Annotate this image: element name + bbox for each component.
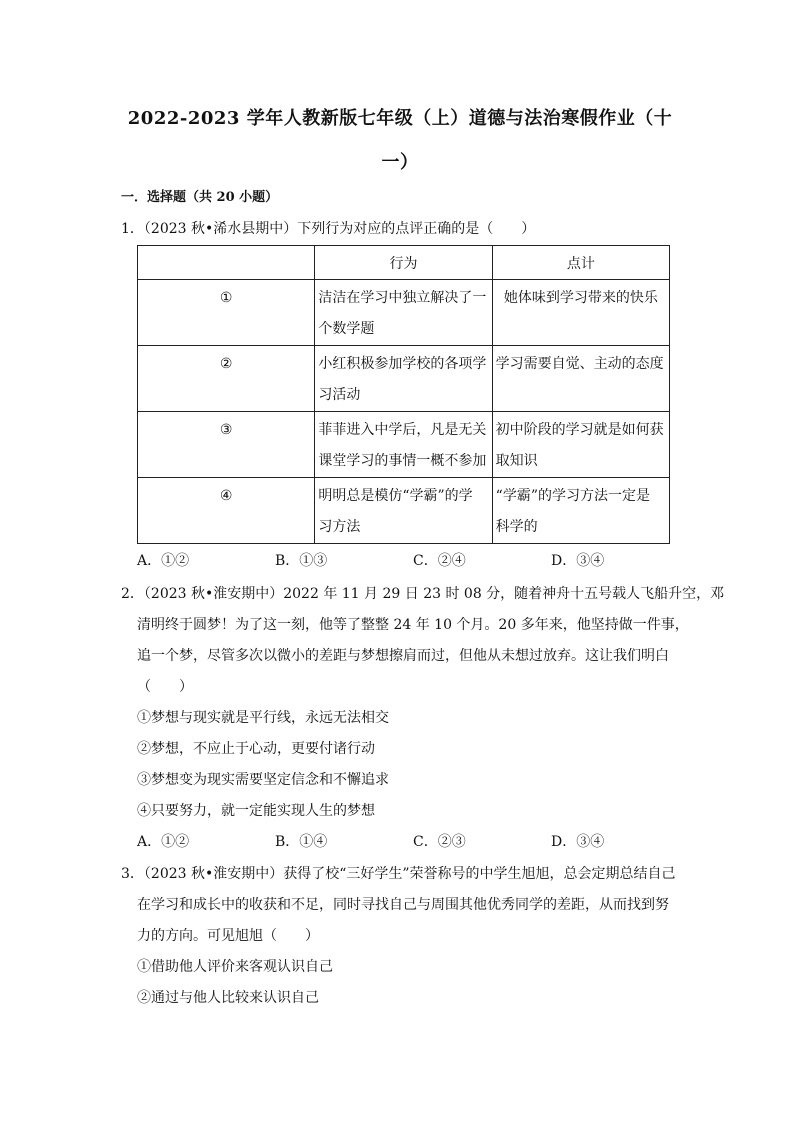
row-comment — [492, 346, 669, 412]
q2-stem-line: （ ） — [137, 679, 193, 695]
row-action — [315, 346, 492, 412]
row-number: ③ — [138, 412, 315, 478]
document-title-line1: 2022-2023 学年人教新版七年级（上）道德与法治寒假作业（十 — [127, 108, 673, 129]
cell-line: 初中阶段的学习就是如何获 — [495, 422, 664, 438]
row-action — [315, 478, 492, 544]
table-header-cell: 行为 — [315, 246, 492, 280]
q2-statement: ②梦想，不应止于心动，更要付诸行动 — [137, 741, 375, 757]
q3-statement: ①借助他人评价来客观认识自己 — [137, 959, 333, 975]
cell-line: 小红积极参加学校的各项学 — [318, 356, 487, 372]
row-number: ④ — [138, 478, 315, 544]
cell-line: 个数学题 — [318, 321, 375, 337]
row-action — [315, 280, 492, 346]
option-d[interactable]: D．③④ — [551, 553, 605, 569]
cell-line: 菲菲进入中学后，凡是无关 — [318, 422, 487, 438]
cell-line: 习方法 — [318, 519, 361, 535]
row-action — [315, 412, 492, 478]
q1-options — [137, 550, 697, 570]
cell-line: 学习需要自觉、主动的态度 — [495, 356, 664, 372]
q2-statement: ③梦想变为现实需要坚定信念和不懈追求 — [137, 772, 389, 788]
table-header-row — [138, 246, 670, 280]
option-a[interactable]: A．①② — [137, 553, 190, 569]
cell-line: 课堂学习的事情一概不参加 — [318, 453, 487, 469]
q2-stem-line: 清明终于圆梦！为了这一刻，他等了整整 24 年 10 个月。20 多年来，他坚持做一件事， — [137, 617, 689, 633]
option-c[interactable]: C．②④ — [413, 553, 466, 569]
cell-line: 明明总是模仿“学霸”的学 — [318, 488, 473, 504]
option-d[interactable]: D．③④ — [551, 834, 605, 850]
q3-stem-line: 力的方向。可见旭旭（ ） — [137, 928, 319, 944]
row-number: ① — [138, 280, 315, 346]
q3-stem-line: 3．（2023 秋•淮安期中）获得了校“三好学生”荣誉称号的中学生旭旭，总会定期总结自己 — [121, 866, 676, 882]
q3-stem-line: 在学习和成长中的收获和不足，同时寻找自己与周围其他优秀同学的差距，从而找到努 — [137, 897, 669, 913]
option-b[interactable]: B．①③ — [275, 553, 328, 569]
table-header-cell — [138, 246, 315, 280]
table-row — [138, 346, 670, 412]
row-number: ② — [138, 346, 315, 412]
cell-line: 她体味到学习带来的快乐 — [503, 290, 658, 306]
table-row — [138, 412, 670, 478]
table-row — [138, 478, 670, 544]
option-a[interactable]: A．①② — [137, 834, 190, 850]
cell-line: 习活动 — [318, 387, 361, 403]
option-c[interactable]: C．②③ — [413, 834, 466, 850]
table-row — [138, 280, 670, 346]
option-b[interactable]: B．①④ — [275, 834, 328, 850]
q2-statement: ④只要努力，就一定能实现人生的梦想 — [137, 803, 375, 819]
q2-statement: ①梦想与现实就是平行线，永远无法相交 — [137, 710, 389, 726]
row-comment — [492, 280, 669, 346]
row-comment — [492, 478, 669, 544]
cell-line: “学霸”的学习方法一定是 — [495, 488, 650, 504]
q2-stem-line: 追一个梦，尽管多次以微小的差距与梦想擦肩而过，但他从未想过放弃。这让我们明白 — [137, 648, 669, 664]
cell-line: 科学的 — [495, 519, 538, 535]
q1-stem: 1．（2023 秋•浠水县期中）下列行为对应的点评正确的是（ ） — [121, 221, 536, 237]
row-comment — [492, 412, 669, 478]
q1-table — [137, 245, 670, 544]
table-header-cell: 点计 — [492, 246, 669, 280]
q2-stem-line: 2．（2023 秋•淮安期中）2022 年 11 月 29 日 23 时 08 分，随着神舟十五号载人飞船升空，邓 — [121, 586, 725, 602]
q3-statement: ②通过与他人比较来认识自己 — [137, 990, 319, 1006]
section-heading: 一．选择题（共 20 小题） — [121, 190, 279, 205]
q2-options — [137, 831, 697, 851]
cell-line: 洁洁在学习中独立解决了一 — [318, 290, 487, 306]
cell-line: 取知识 — [495, 453, 538, 469]
document-title-line2: 一） — [381, 152, 419, 173]
